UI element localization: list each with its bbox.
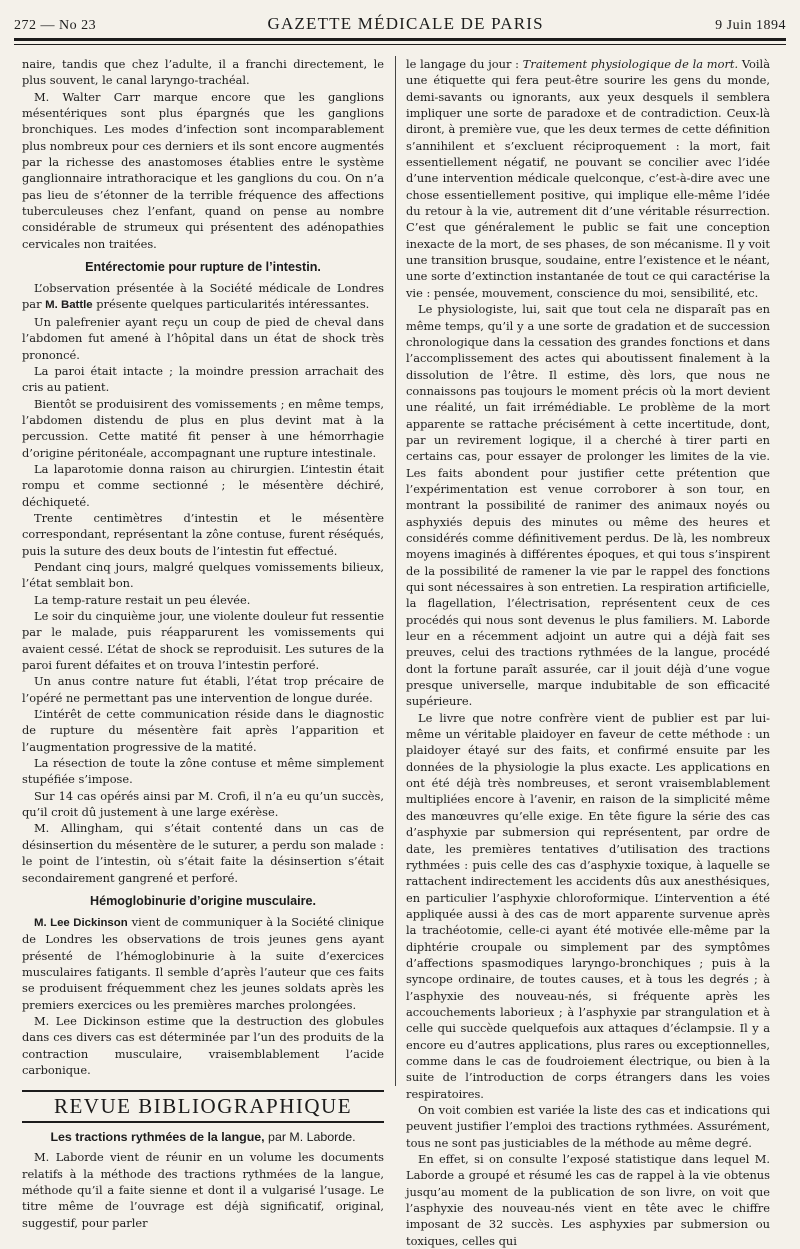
review-subheading [22,1129,384,1145]
paragraph: M. Laborde vient de réunir en un volume les documents relatifs à la méthode des tractions rythmées de la langue, méthode qu’il a faite sienne et dont il a vulgarisé l’usage. Le titre même de l’ouvrage est déjà significatif, original, suggestif, pour parler [22,1150,384,1230]
paragraph: Le soir du cinquième jour, une violente douleur fut ressentie par le malade, puis réapparurent les vomissements qui avaient cessé. L’état de shock se reproduisit. Les sutures de la paroi furent défaites et on trouva l’intestin perforé. [22,609,384,673]
paragraph: Un palefrenier ayant reçu un coup de pied de cheval dans l’abdomen fut amené à l’hôpital dans un état de shock très prononcé. [22,314,384,362]
paragraph: M. Allingham, qui s’était contenté dans un cas de désinsertion du mésentère de le suturer, a perdu son malade : le point de l’intestin, où s’était faite la désinsertion s’était secondairement gangrené et perforé. [22,821,384,885]
left-column [22,56,384,1230]
paragraph: Le livre que notre confrère vient de publier est par lui-même un véritable plaidoyer en faveur de cette méthode : un plaidoyer étayé sur des faits, et confirmé ensuite par les données de la physiologie la plus exacte. Les applications en ont été déjà très nombreuses, et seront vraisemblablement multipliées encore à l’avenir, en raison de la simplicité même des manœuvres qu’elle exige. En tête figure la série des cas d’asphyxie par submersion qui représentent, par ordre de date, les premières tentatives d’utilisation des tractions rythmées : puis celle des cas d’asphyxie toxique, à laquelle se rattachent indirectement les accidents dûs aux anesthésiques, en particulier l’asphyxie chloroformique. L’intervention a été appliquée aussi à des cas de mort apparente survenue après la trachéotomie, celle-ci ayant été motivée elle-même par la diphtérie croupale ou simplement par des symptômes d’affections spasmodiques laryngo-bronchiques ; puis à la syncope ordinaire, de toutes causes, et à tous les degrés ; à l’asphyxie des nouveau-nés, si fréquente après les accouchements laborieux ; à l’asphyxie par strangulation et à celle qui succède quelquefois aux attaques d’éclampsie. Il y a encore eu d’autres applications, plus rares ou exceptionnelles, comme dans le cas de foudroiement électrique, ou bien à la suite de l’introduction de corps étrangers dans les voies respiratoires. [406,710,770,1101]
paragraph [22,914,384,1013]
journal-title: GAZETTE MÉDICALE DE PARIS [267,14,544,33]
section-heading-hemoglobinurie: Hémoglobinurie d’origine musculaire. [89,893,317,908]
paragraph: La paroi était intacte ; la moindre pression arrachait des cris au patient. [22,363,384,395]
paragraph: Pendant cinq jours, malgré quelques vomissements bilieux, l’état semblait bon. [22,559,384,591]
paragraph: La résection de toute la zône contuse et même simplement stupéfiée s’impose. [22,756,384,787]
review-title: Les tractions rythmées de la langue, [50,1130,265,1145]
paragraph: En effet, si on consulte l’exposé statistique dans lequel M. Laborde a groupé et résumé les cas de rappel à la vie obtenus jusqu’au moment de la publication de son livre, on voit que l’asphyxie des nouveau-nés vient en tête avec le chiffre imposant de 32 succès. Les asphyxies par submersion ou toxiques, celles qui [406,1152,770,1248]
book-title: Traitement physiologique de la mort. [522,57,739,71]
paragraph: Trente centimètres d’intestin et le mésentère correspondant, représentant la zône contuse, furent réséqués, puis la suture des deux bouts de l’intestin fut effectué. [22,510,384,558]
paragraph-text: Voilà une étiquette qui fera peut-être sourire les gens du monde, demi-savants ou ignorants, aux yeux desquels il semblera impliquer une sorte de paradoxe et de contradiction. Ceux-là diront, à première vue, que les deux termes de cette définition s’annihilent et s’excluent réciproquement : la mort, fait essentiellement négatif, ne pouvant se concilier avec l’idée d’une intervention médicale quelconque, c’est-à-dire avec une chose essentiellement positive, qui implique elle-même l’idée du retour à la vie, autrement dit d’une véritable résurrection. C’est que généralement le public se fait une conception inexacte de la mort, de ses phases, de son mécanisme. Il y voit une transition brusque, soudaine, entre l’existence et le néant, une sorte d’extinction instantanée de tout ce qui caractérise la vie : pensée, mouvement, conscience du moi, sensibilité, etc. [406,57,770,300]
paragraph: Sur 14 cas opérés ainsi par M. Crofi, il n’a eu qu’un succès, qu’il croit dû justement à une large exérèse. [22,788,384,820]
paragraph: La laparotomie donna raison au chirurgien. L’intestin était rompu et comme sectionné ; le mésentère déchiré, déchiqueté. [22,461,384,509]
section-heading-enterectomie: Entérectomie pour rupture de l’intestin. [85,260,321,275]
author-name: M. Battle [45,299,93,312]
paragraph: Le physiologiste, lui, sait que tout cela ne disparaît pas en même temps, qu’il y a une sorte de gradation et de succession chronologique dans la cessation des grandes fonctions et dans l’accomplissement des actes qui aboutissent finalement à la dissolution de l’être. Il estime, dès lors, que nous ne connaissons pas toujours le moment précis où la mort devient une réalité, un fait irrémédiable. Le problème de la mort apparente se rattache précisément à cette incertitude, dont, par un revirement logique, il a cherché à tirer parti en certains cas, pour essayer de prolonger les limites de la vie. Les faits abondent pour justifier cette prétention que l’expérimentation est venue corroborer à son tour, en montrant la possibilité de ranimer des animaux noyés ou asphyxiés depuis des minutes ou même des heures et considérés comme définitivement perdus. De là, les nombreux moyens imaginés à différentes époques, et qui tous s’inspirent de la possibilité de ramener la vie par le rappel des fonctions qui sont nécessaires à son entretien. La respiration artificielle, la flagellation, l’électrisation, représentent ceux de ces procédés qui nous sont devenus le plus familiers. M. Laborde leur en a récemment adjoint un autre qui a déjà fait ses preuves, celui des tractions rythmées de la langue, procédé dont la fortune paraît assurée, car il jouit déjà d’une vogue presque universelle, marque indubitable de son efficacité supérieure. [406,302,770,709]
paragraph [406,56,770,301]
paragraph: naire, tandis que chez l’adulte, il a franchi directement, le plus souvent, le canal laryngo-trachéal. [22,57,384,88]
author-name: M. Lee Dickinson [34,916,128,929]
right-column [406,56,770,1248]
paragraph: L’intérêt de cette communication réside dans le diagnostic de rupture du mésentère fait après l’apparition et l’augmentation progressive de la matité. [22,707,384,754]
paragraph: M. Walter Carr marque encore que les ganglions mésentériques sont plus épargnés que les ganglions bronchiques. Les modes d’infection sont incomparablement plus nombreux pour ces derniers et ils sont encore augmentés par la richesse des anastomoses établies entre le système ganglionnaire intrathoracique et les ganglions du cou. On n’a pas lieu de s’étonner de la terrible fréquence des affections tuberculeuses chez l’enfant, quand on pense au nombre considérable de strumeux qui présentent des adénopathies cervicales non traitées. [22,89,384,251]
paragraph: On voit combien est variée la liste des cas et indications qui peuvent justifier l’emploi des tractions rythmées. Assurément, tous ne sont pas justiciables de la méthode au même degré. [406,1103,770,1150]
paragraph: La temp-rature restait un peu élevée. [34,592,251,607]
issue-date: 9 Juin 1894 [715,18,786,33]
paragraph: Bientôt se produisirent des vomissements ; en même temps, l’abdomen distendu de plus en plus devint mat à la percussion. Cette matité fit penser à une hémorrhagie d’origine péritonéale, accompagnant une rupture intestinale. [22,396,384,460]
paragraph: M. Lee Dickinson estime que la destruction des globules dans ces divers cas est déterminée par l’un des produits de la contraction musculaire, vraisemblablement l’acide carbonique. [22,1013,384,1077]
revue-heading: REVUE BIBLIOGRAPHIQUE [53,1094,353,1119]
paragraph: Un anus contre nature fut établi, l’état trop précaire de l’opéré ne permettant pas une intervention de longue durée. [22,674,384,705]
header-rule-thick [14,38,786,41]
header-rule-thin [14,44,786,45]
paragraph [22,280,384,314]
paragraph-text: L’observation présentée à la Société médicale de Londres par [22,281,384,312]
paragraph-text: le langage du jour : [406,57,523,71]
page-number: 272 — No 23 [14,18,97,33]
page-header [14,6,786,34]
paragraph-text: vient de communiquer à la Société clinique de Londres les observations de trois jeunes gens ayant présenté de l’hémoglobinurie à la suite d’exercices musculaires fatigants. Il semble d’après l’auteur que ces faits se produisent fréquemment chez les jeunes soldats après les premiers exercices ou les premières marches prolongées. [22,914,384,1012]
revue-heading-box [22,1090,384,1123]
review-author: par M. Laborde. [264,1130,356,1145]
column-divider [395,56,396,1086]
paragraph-text: présente quelques particularités intéressantes. [92,297,370,312]
